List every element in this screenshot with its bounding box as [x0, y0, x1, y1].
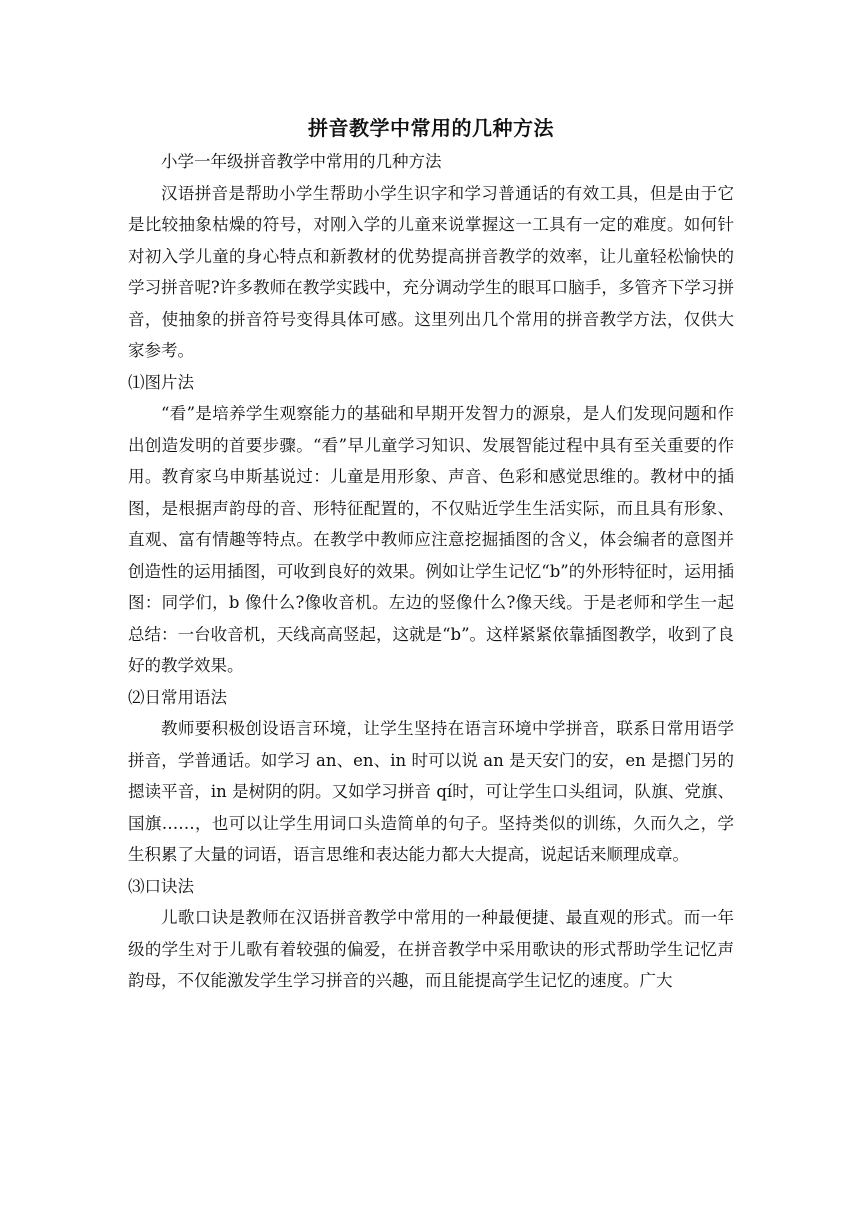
section-heading-daily-language-method: ⑵日常用语法 [128, 687, 227, 707]
section-body-rhyme-method: 儿歌口诀是教师在汉语拼音教学中常用的一种最便捷、最直观的形式。而一年级的学生对于儿歌有着较强的偏爱，在拼音教学中采用歌诀的形式帮助学生记忆声韵母，不仅能激发学生学习拼音的兴趣，而且能提高学生记忆的速度。广大 [128, 908, 734, 990]
document-subtitle: 小学一年级拼音教学中常用的几种方法 [161, 152, 442, 171]
section-body-daily-language-method: 教师要积极创设语言环境，让学生坚持在语言环境中学拼音，联系日常用语学拼音，学普通话。如学习 an、en、in 时可以说 an 是天安门的安，en 是摁门另的摁读平音，in 是树阴的阴。又如学习拼音 qí时，可让学生口头组词，队旗、党旗、国旗……，也可以让学生用词口头造简单的句子。坚持类似的训练，久而久之，学生积累了大量的词语，语言思维和表达能力都大大提高，说起话来顺理成章。 [128, 719, 734, 864]
section-body-picture-method: “看”是培养学生观察能力的基础和早期开发智力的源泉，是人们发现问题和作出创造发明的首要步骤。“看”早儿童学习知识、发展智能过程中具有至关重要的作用。教育家乌申斯基说过：儿童是用形象、声音、色彩和感觉思维的。教材中的插图，是根据声韵母的音、形特征配置的，不仅贴近学生生活实际，而且具有形象、直观、富有情趣等特点。在教学中教师应注意挖掘插图的含义，体会编者的意图并创造性的运用插图，可收到良好的效果。例如让学生记忆“b”的外形特征时，运用插图：同学们，b 像什么?像收音机。左边的竖像什么?像天线。于是老师和学生一起总结：一台收音机，天线高高竖起，这就是“b”。这样紧紧依靠插图教学，收到了良好的教学效果。 [128, 404, 734, 675]
page-title: 拼音教学中常用的几种方法 [308, 116, 554, 140]
intro-paragraph: 汉语拼音是帮助小学生帮助小学生识字和学习普通话的有效工具，但是由于它是比较抽象枯燥的符号，对刚入学的儿童来说掌握这一工具有一定的难度。如何针对初入学儿童的身心特点和新教材的优势提高拼音教学的效率，让儿童轻松愉快的学习拼音呢?许多教师在教学实践中，充分调动学生的眼耳口脑手，多管齐下学习拼音，使抽象的拼音符号变得具体可感。这里列出几个常用的拼音教学方法，仅供大家参考。 [128, 183, 734, 360]
document-body [128, 110, 734, 997]
section-heading-picture-method: ⑴图片法 [128, 372, 194, 392]
section-heading-rhyme-method: ⑶口诀法 [128, 876, 194, 896]
